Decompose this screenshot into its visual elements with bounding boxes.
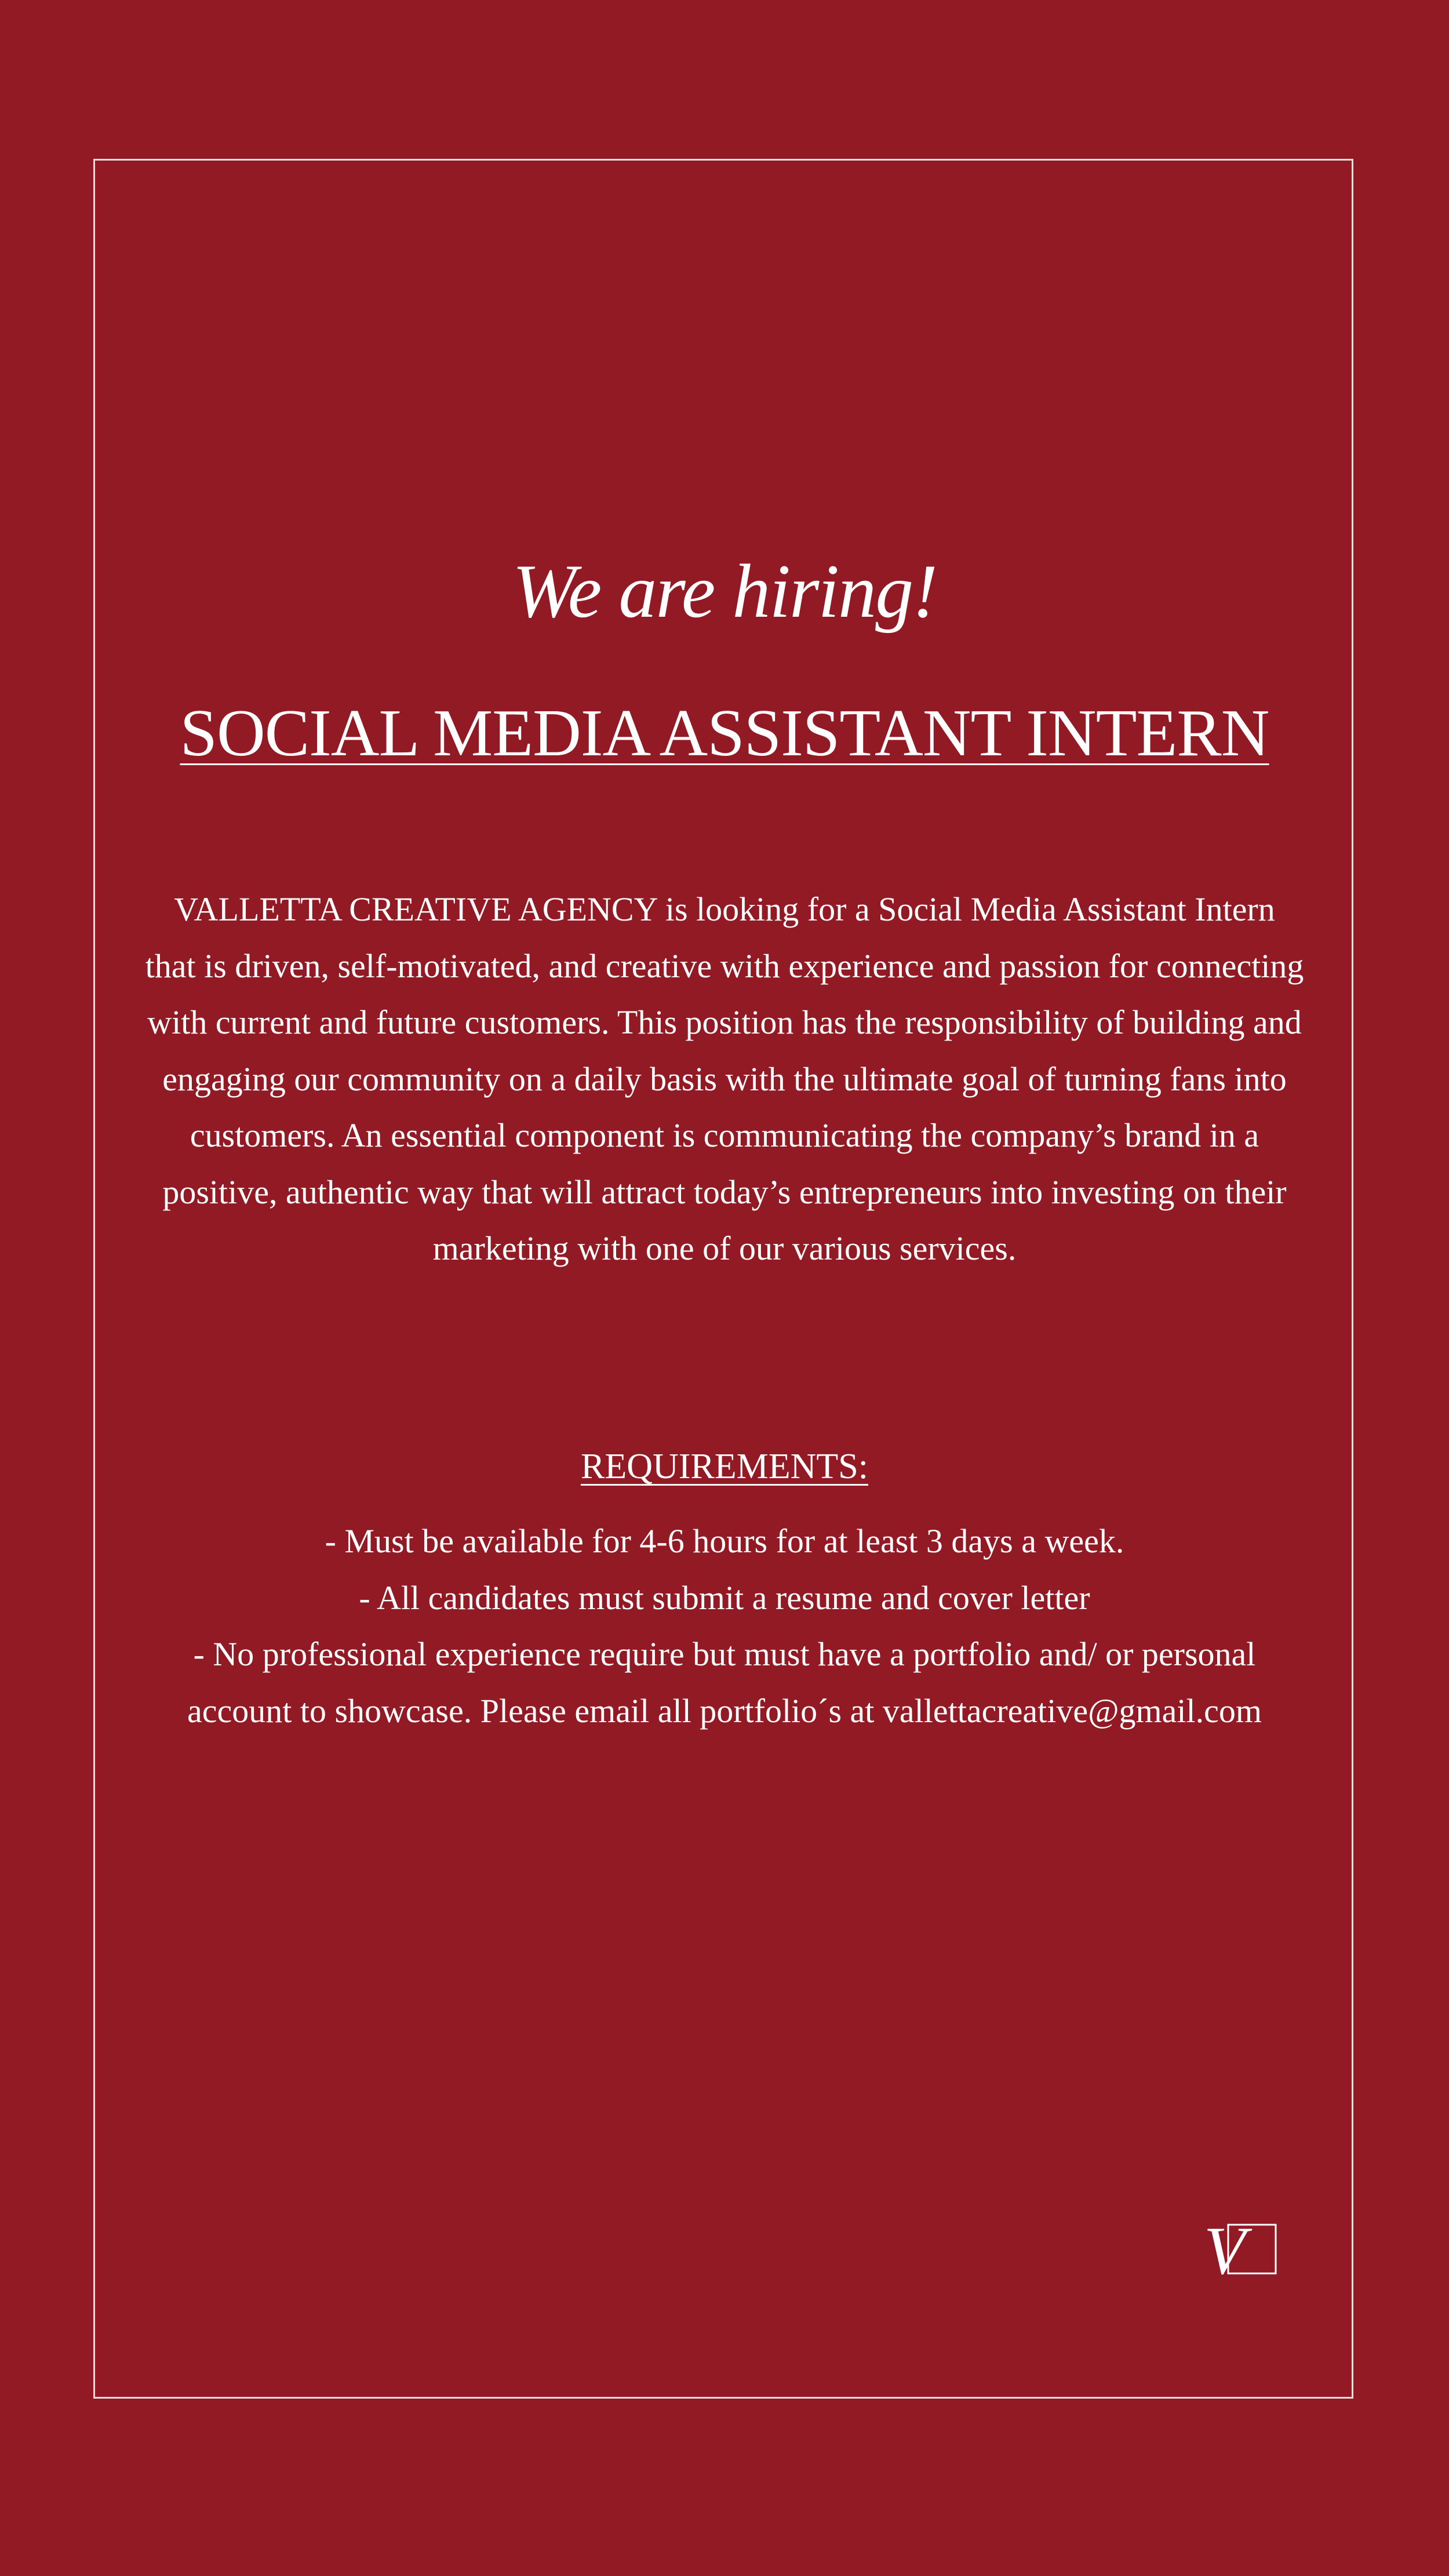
requirement-item: - Must be available for 4-6 hours for at least 3 days a week.: [325, 1522, 1124, 1560]
logo-letter: V: [1204, 2220, 1246, 2278]
requirement-item: - All candidates must submit a resume and cover letter: [359, 1578, 1090, 1617]
poster-border-frame: [93, 159, 1353, 2399]
headline: We are hiring!: [512, 548, 937, 634]
requirements-heading: [0, 1443, 1449, 1490]
job-title: [0, 696, 1449, 771]
valletta-logo-icon: [1203, 2220, 1278, 2278]
job-title-text: SOCIAL MEDIA ASSISTANT INTERN: [180, 696, 1269, 770]
job-description: VALLETTA CREATIVE AGENCY is looking for a Social Media Assistant Intern that is driven, self-motivated, and creative with experience and passion for connecting with current and future customers. This position has the responsibility of building and engaging our community on a daily basis with the ultimate goal of turning fans into customers. An essential component is communicating the company’s brand in a positive, authentic way that will attract today’s entrepreneurs into investing on their marketing with one of our various services.: [145, 890, 1304, 1267]
requirement-item: - No professional experience require but must have a portfolio and/ or personal account to showcase. Please email all portfolio´s at vallettacreative@gmail.com: [187, 1635, 1262, 1730]
requirements-heading-text: REQUIREMENTS:: [581, 1447, 868, 1486]
requirements-list: [145, 1513, 1304, 1739]
